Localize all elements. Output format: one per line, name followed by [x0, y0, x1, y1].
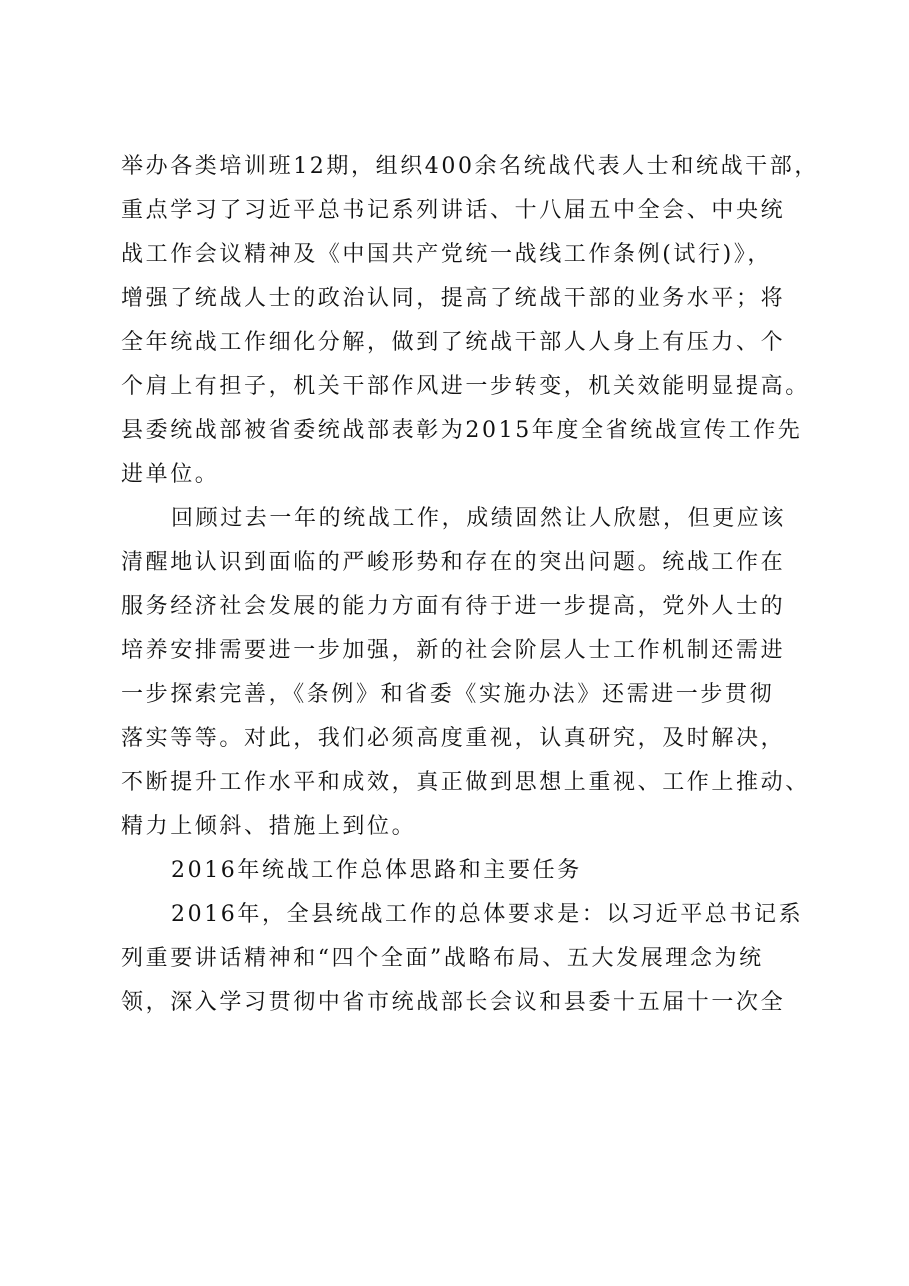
document-body: [121, 145, 819, 1025]
text-line: 落实等等。对此，我们必须高度重视，认真研究，及时解决，: [121, 726, 786, 751]
text-line: 清醒地认识到面临的严峻形势和存在的突出问题。统战工作在: [121, 550, 786, 575]
text-line: 不断提升工作水平和成效，真正做到思想上重视、工作上推动、: [121, 770, 810, 795]
text-line: 战工作会议精神及《中国共产党统一战线工作条例(试行)》，: [121, 242, 772, 267]
text-line: 县委统战部被省委统战部表彰为2015年度全省统战宣传工作先: [121, 418, 803, 443]
text-line: 全年统战工作细化分解，做到了统战干部人人身上有压力、个: [121, 330, 786, 355]
text-line: 2016年，全县统战工作的总体要求是：以习近平总书记系: [171, 902, 804, 927]
text-line: 个肩上有担子，机关干部作风进一步转变，机关效能明显提高。: [121, 374, 810, 399]
text-line: 进单位。: [121, 462, 220, 487]
text-line: 服务经济社会发展的能力方面有待于进一步提高，党外人士的: [121, 594, 786, 619]
text-line: 重点学习了习近平总书记系列讲话、十八届五中全会、中央统: [121, 198, 786, 223]
text-line: 一步探索完善，《条例》和省委《实施办法》还需进一步贯彻: [121, 682, 775, 707]
text-line: 领，深入学习贯彻中省市统战部长会议和县委十五届十一次全: [121, 990, 786, 1015]
paragraph-review: [121, 497, 810, 849]
section-heading: [121, 849, 801, 893]
text-line: 精力上倾斜、措施上到位。: [121, 814, 417, 839]
text-line: 回顾过去一年的统战工作，成绩固然让人欣慰，但更应该: [171, 506, 787, 531]
text-line: 增强了统战人士的政治认同，提高了统战干部的业务水平；将: [121, 286, 786, 311]
paragraph-requirements: [121, 893, 804, 1025]
text-line: 举办各类培训班12期，组织400余名统战代表人士和统战干部，: [121, 154, 819, 179]
text-line: 列重要讲话精神和“四个全面”战略布局、五大发展理念为统: [121, 946, 764, 971]
text-line: 培养安排需要进一步加强，新的社会阶层人士工作机制还需进: [121, 638, 786, 663]
paragraph-achievements: [121, 145, 819, 497]
section-heading-text: 2016年统战工作总体思路和主要任务: [171, 858, 582, 883]
